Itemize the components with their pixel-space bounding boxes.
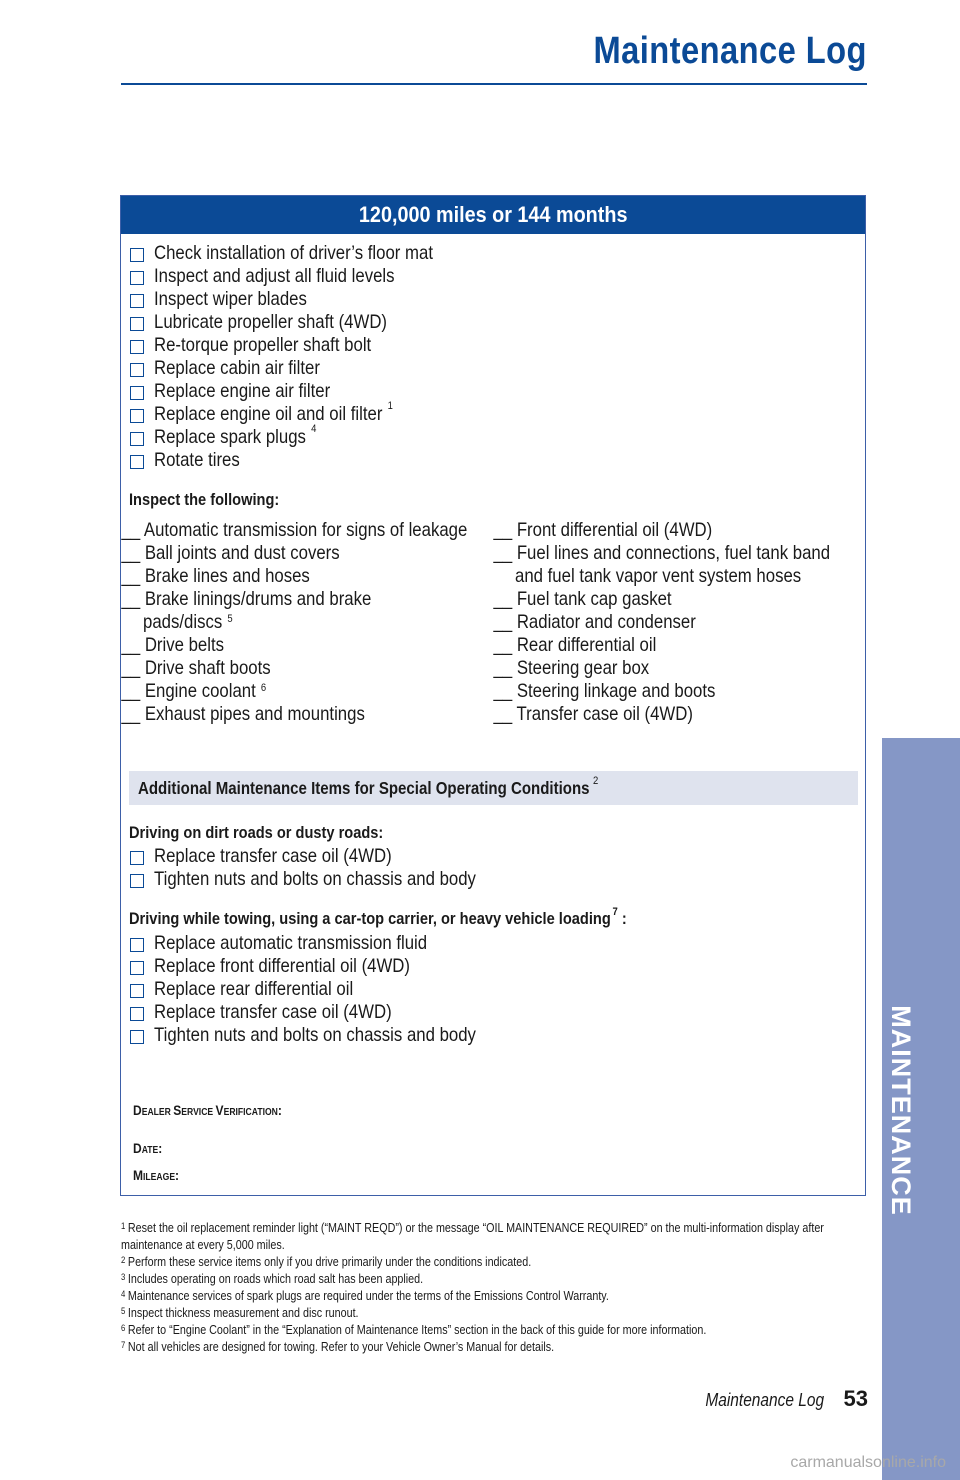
service-checkbox[interactable] bbox=[130, 386, 144, 400]
service-checkbox[interactable] bbox=[130, 317, 144, 331]
service-item bbox=[130, 380, 478, 403]
service-item bbox=[130, 449, 478, 472]
inspect-item: __ Rear differential oil bbox=[493, 634, 657, 656]
service-item-label: Re-torque propeller shaft bolt bbox=[154, 334, 372, 356]
service-checkbox[interactable] bbox=[130, 874, 144, 888]
footnote-ref: 6 bbox=[260, 682, 267, 694]
service-item-label: Check installation of driver’s floor mat bbox=[154, 242, 434, 264]
title-divider bbox=[121, 83, 867, 85]
date-label: DATE: bbox=[133, 1140, 163, 1156]
inspect-item: __ Brake lines and hoses bbox=[121, 565, 310, 587]
special-conditions-bar: Additional Maintenance Items for Special Operating Conditions $^2$ bbox=[129, 771, 858, 805]
interval-header: 120,000 miles or 144 months bbox=[121, 196, 865, 234]
service-item-label: Replace rear differential oil bbox=[154, 978, 354, 1000]
service-item-label: Replace cabin air filter bbox=[154, 357, 320, 379]
service-item bbox=[130, 311, 478, 334]
inspect-list-right bbox=[493, 519, 860, 726]
footnotes bbox=[121, 1220, 866, 1356]
towing-heading: Driving while towing, using a car-top carrier, or heavy vehicle loading $^7$ : bbox=[129, 906, 627, 928]
service-checkbox[interactable] bbox=[130, 294, 144, 308]
footnote-ref: 5 bbox=[227, 613, 233, 625]
service-item-label: Replace front differential oil (4WD) bbox=[154, 955, 411, 977]
service-item bbox=[130, 955, 528, 978]
inspect-item: __ Steering linkage and boots bbox=[493, 680, 716, 702]
footnote: $^1$ Reset the oil replacement reminder light (“MAINT REQD”) or the message “OIL MAINTENANCE REQUIRED” on the multi-information display after maintenance at every 5,000 miles. bbox=[121, 1221, 824, 1252]
service-item-label: Rotate tires bbox=[154, 449, 240, 471]
service-item bbox=[130, 400, 478, 426]
service-item-label: Replace engine air filter bbox=[154, 380, 331, 402]
service-checkbox[interactable] bbox=[130, 455, 144, 469]
service-item bbox=[130, 845, 528, 868]
service-item-label: Tighten nuts and bolts on chassis and body bbox=[154, 1024, 476, 1046]
service-checkbox[interactable] bbox=[130, 961, 144, 975]
service-checkbox[interactable] bbox=[130, 432, 144, 446]
service-item bbox=[130, 1024, 528, 1047]
service-item bbox=[130, 265, 478, 288]
service-item bbox=[130, 932, 528, 955]
service-checkbox[interactable] bbox=[130, 851, 144, 865]
service-item bbox=[130, 423, 478, 449]
inspect-item: __ Engine coolant $^6$ bbox=[121, 680, 267, 702]
service-item-label: Replace transfer case oil (4WD) bbox=[154, 845, 392, 867]
dirt-roads-checklist bbox=[130, 845, 528, 891]
service-checkbox[interactable] bbox=[130, 409, 144, 423]
inspect-item: __ Steering gear box bbox=[493, 657, 650, 679]
service-item bbox=[130, 288, 478, 311]
inspect-item: __ Ball joints and dust covers bbox=[121, 542, 340, 564]
service-checkbox[interactable] bbox=[130, 1007, 144, 1021]
service-item-label: Inspect wiper blades bbox=[154, 288, 307, 310]
footnote: $^4$ Maintenance services of spark plugs are required under the terms of the Emissions Control Warranty. bbox=[121, 1289, 609, 1303]
inspect-item: __ Drive shaft boots bbox=[121, 657, 271, 679]
page-number: 53 bbox=[843, 1386, 868, 1411]
service-item bbox=[130, 978, 528, 1001]
footnote: $^6$ Refer to “Engine Coolant” in the “Explanation of Maintenance Items” section in the back of this guide for more information. bbox=[121, 1323, 707, 1337]
inspect-heading: Inspect the following: bbox=[129, 490, 280, 509]
service-item-label: Inspect and adjust all fluid levels bbox=[154, 265, 395, 287]
service-item-label: Replace transfer case oil (4WD) bbox=[154, 1001, 392, 1023]
footnote: $^5$ Inspect thickness measurement and disc runout. bbox=[121, 1306, 359, 1320]
service-item-label: Tighten nuts and bolts on chassis and body bbox=[154, 868, 476, 890]
service-item-label: Replace automatic transmission fluid bbox=[154, 932, 428, 954]
footer-section-label: Maintenance Log bbox=[705, 1390, 824, 1410]
inspect-item: __ Fuel lines and connections, fuel tank band and fuel tank vapor vent system hoses bbox=[493, 542, 831, 587]
maintenance-log-box bbox=[120, 195, 866, 1196]
service-checklist bbox=[130, 242, 478, 472]
service-checkbox[interactable] bbox=[130, 938, 144, 952]
service-checkbox[interactable] bbox=[130, 1030, 144, 1044]
service-item-label: Replace spark plugs $^4$ bbox=[154, 423, 317, 448]
inspect-list-left bbox=[121, 519, 485, 726]
service-item-label: Replace engine oil and oil filter $^1$ bbox=[154, 400, 393, 425]
page-title: Maintenance Log bbox=[593, 30, 867, 72]
service-checkbox[interactable] bbox=[130, 271, 144, 285]
inspect-item: __ Brake linings/drums and brake pads/discs $^5$ bbox=[121, 588, 372, 633]
towing-checklist bbox=[130, 932, 528, 1047]
dirt-roads-heading: Driving on dirt roads or dusty roads: bbox=[129, 823, 384, 842]
mileage-label: MILEAGE: bbox=[133, 1167, 180, 1183]
service-checkbox[interactable] bbox=[130, 248, 144, 262]
watermark: carmanualsonline.info bbox=[790, 1454, 946, 1471]
footnote-ref: 4 bbox=[311, 423, 317, 435]
service-item bbox=[130, 357, 478, 380]
service-checkbox[interactable] bbox=[130, 340, 144, 354]
service-checkbox[interactable] bbox=[130, 984, 144, 998]
inspect-item: __ Automatic transmission for signs of leakage bbox=[121, 519, 468, 541]
service-item bbox=[130, 1001, 528, 1024]
inspect-item: __ Transfer case oil (4WD) bbox=[493, 703, 693, 725]
inspect-item: __ Exhaust pipes and mountings bbox=[121, 703, 365, 725]
footnote: $^7$ Not all vehicles are designed for towing. Refer to your Vehicle Owner’s Manual for details. bbox=[121, 1340, 555, 1354]
service-item-label: Lubricate propeller shaft (4WD) bbox=[154, 311, 388, 333]
footnote-ref: 2 bbox=[592, 774, 599, 787]
dealer-verification-label: DEALER SERVICE VERIFICATION: bbox=[133, 1102, 282, 1118]
service-item bbox=[130, 334, 478, 357]
inspect-item: __ Radiator and condenser bbox=[493, 611, 696, 633]
inspect-item: __ Front differential oil (4WD) bbox=[493, 519, 713, 541]
section-side-label: MAINTENANCE bbox=[885, 1004, 916, 1216]
footnote-ref: 7 bbox=[612, 906, 618, 918]
footnote-ref: 1 bbox=[387, 400, 393, 412]
service-item bbox=[130, 868, 528, 891]
service-checkbox[interactable] bbox=[130, 363, 144, 377]
footnote: $^2$ Perform these service items only if you drive primarily under the conditions indicated. bbox=[121, 1255, 532, 1269]
inspect-item: __ Drive belts bbox=[121, 634, 225, 656]
service-item bbox=[130, 242, 478, 265]
inspect-item: __ Fuel tank cap gasket bbox=[493, 588, 672, 610]
footnote: $^3$ Includes operating on roads which road salt has been applied. bbox=[121, 1272, 424, 1286]
